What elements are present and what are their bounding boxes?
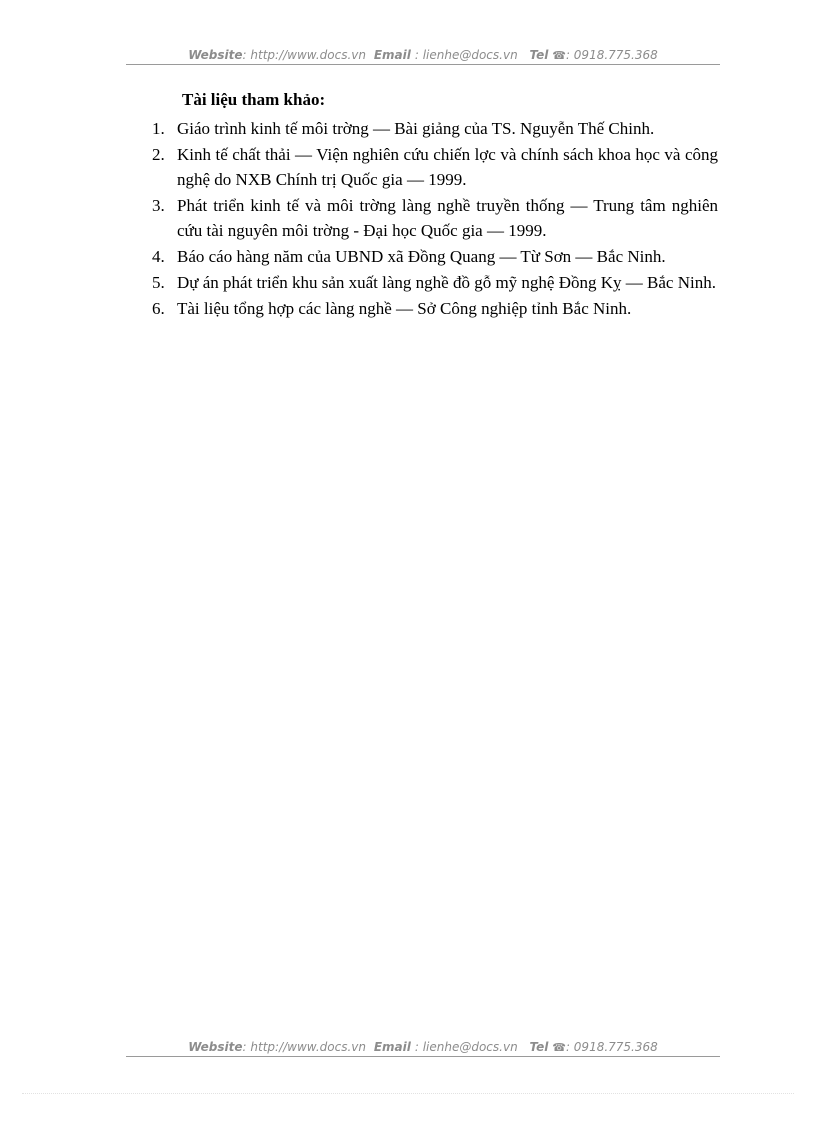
- reference-number: 6.: [152, 299, 165, 318]
- reference-text: Giáo trình kinh tế môi trờng — Bài giảng của TS. Nguyễn Thế Chinh.: [177, 119, 655, 138]
- website-label: Website: [188, 1040, 243, 1054]
- website-url[interactable]: : http://www.docs.vn: [242, 48, 366, 62]
- email-value[interactable]: : lienhe@docs.vn: [414, 48, 518, 62]
- page-header: [126, 48, 720, 65]
- references-list: [150, 116, 718, 321]
- reference-number: 2.: [152, 145, 165, 164]
- reference-text: Báo cáo hàng năm của UBND xã Đồng Quang — Từ Sơn — Bắc Ninh.: [177, 247, 666, 266]
- reference-text: Tài liệu tổng hợp các làng nghề — Sở Công nghiệp tỉnh Bắc Ninh.: [177, 299, 632, 318]
- reference-number: 4.: [152, 247, 165, 266]
- reference-text: Kinh tế chất thải — Viện nghiên cứu chiến lợc và chính sách khoa học và công nghệ do NXB Chính trị Quốc gia — 1999.: [177, 145, 718, 189]
- email-label: Email: [373, 1040, 411, 1054]
- tel-label: Tel: [529, 1040, 549, 1054]
- reference-number: 1.: [152, 119, 165, 138]
- tel-label: Tel: [529, 48, 549, 62]
- reference-item: [150, 193, 718, 243]
- telephone-icon: ☎: [552, 1041, 566, 1054]
- reference-number: 3.: [152, 196, 165, 215]
- reference-item: [150, 270, 718, 295]
- references-title: Tài liệu tham khảo:: [182, 90, 326, 109]
- page-footer: [126, 1040, 720, 1057]
- email-label: Email: [373, 48, 411, 62]
- tel-value: : 0918.775.368: [565, 48, 658, 62]
- reference-item: [150, 116, 718, 141]
- reference-text: Dự án phát triển khu sản xuất làng nghề đồ gỗ mỹ nghệ Đồng Kỵ — Bắc Ninh.: [177, 273, 716, 292]
- page-bottom-divider: [22, 1093, 794, 1094]
- reference-text: Phát triển kinh tế và môi trờng làng nghề truyền thống — Trung tâm nghiên cứu tài nguyên môi trờng - Đại học Quốc gia — 1999.: [177, 196, 718, 240]
- tel-value: : 0918.775.368: [565, 1040, 658, 1054]
- reference-item: [150, 296, 718, 321]
- references-section: [150, 90, 718, 322]
- website-label: Website: [188, 48, 243, 62]
- reference-number: 5.: [152, 273, 165, 292]
- reference-item: [150, 142, 718, 192]
- reference-item: [150, 244, 718, 269]
- telephone-icon: ☎: [552, 49, 566, 62]
- email-value[interactable]: : lienhe@docs.vn: [414, 1040, 518, 1054]
- website-url[interactable]: : http://www.docs.vn: [242, 1040, 366, 1054]
